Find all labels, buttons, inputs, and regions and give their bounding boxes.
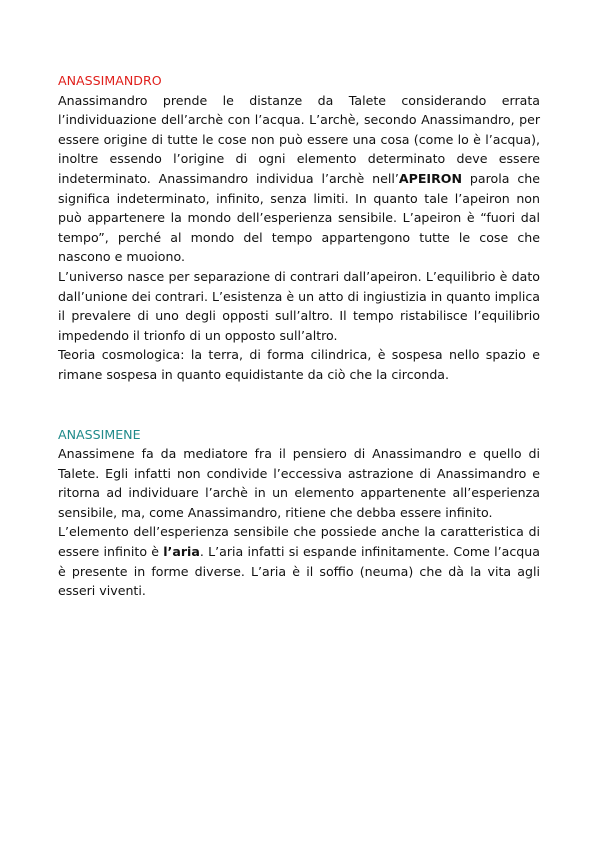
paragraph xyxy=(58,91,540,267)
paragraph-text: L’elemento dell’esperienza sensibile che possiede anche la caratteristica di essere infinito è xyxy=(58,524,540,560)
paragraph: L’universo nasce per separazione di contrari dall’apeiron. L’equilibrio è dato dall’unione dei contrari. L’esistenza è un atto di ingiustizia in quanto implica il prevalere di uno degli opposti sull’altro. Il tempo ristabilisce l’equilibrio impedendo il trionfo di un opposto sull’altro. xyxy=(58,268,540,343)
section-title: ANASSIMANDRO xyxy=(58,73,162,88)
paragraph: Teoria cosmologica: la terra, di forma cilindrica, è sospesa nello spazio e rimane sospesa in quanto equidistante da ciò che la circonda. xyxy=(58,347,540,382)
paragraph-text: Anassimandro prende le distanze da Talete considerando errata l’individuazione dell’archè con l’acqua. L’archè, secondo Anassimandro, per essere origine di tutte le cose non può essere una cosa (come lo è l’acqua), inoltre essendo l’origine di ogni elemento determinato deve essere indeterminato. Anassimandro individua l’archè nell’ xyxy=(58,92,540,186)
section-spacer xyxy=(58,385,540,425)
section-anassimene xyxy=(58,425,540,601)
section-title: ANASSIMENE xyxy=(58,426,141,442)
bold-term: l’aria xyxy=(163,544,200,560)
paragraph: Anassimene fa da mediatore fra il pensiero di Anassimandro e quello di Talete. Egli infatti non condivide l’eccessiva astrazione di Anassimandro e ritorna ad individuare l’archè in un elemento appartenente all’esperienza sensibile, ma, come Anassimandro, ritiene che debba essere infinito. xyxy=(58,446,540,520)
paragraph-text: parola che significa indeterminato, infinito, senza limiti. In quanto tale l’apeiron non può appartenere la mondo dell’esperienza sensibile. L’apeiron è “fuori dal tempo”, perché al mondo del tempo appartengono tutte le cose che nascono e muoiono. xyxy=(58,170,540,265)
bold-term: APEIRON xyxy=(398,170,463,186)
section-anassimandro xyxy=(58,71,540,385)
document-page xyxy=(58,71,540,601)
paragraph-text: . L’aria infatti si espande infinitamente. Come l’acqua è presente in forme diverse. L’aria è il soffio (neuma) che dà la vita agli esseri viventi. xyxy=(58,544,540,599)
paragraph xyxy=(58,522,540,600)
